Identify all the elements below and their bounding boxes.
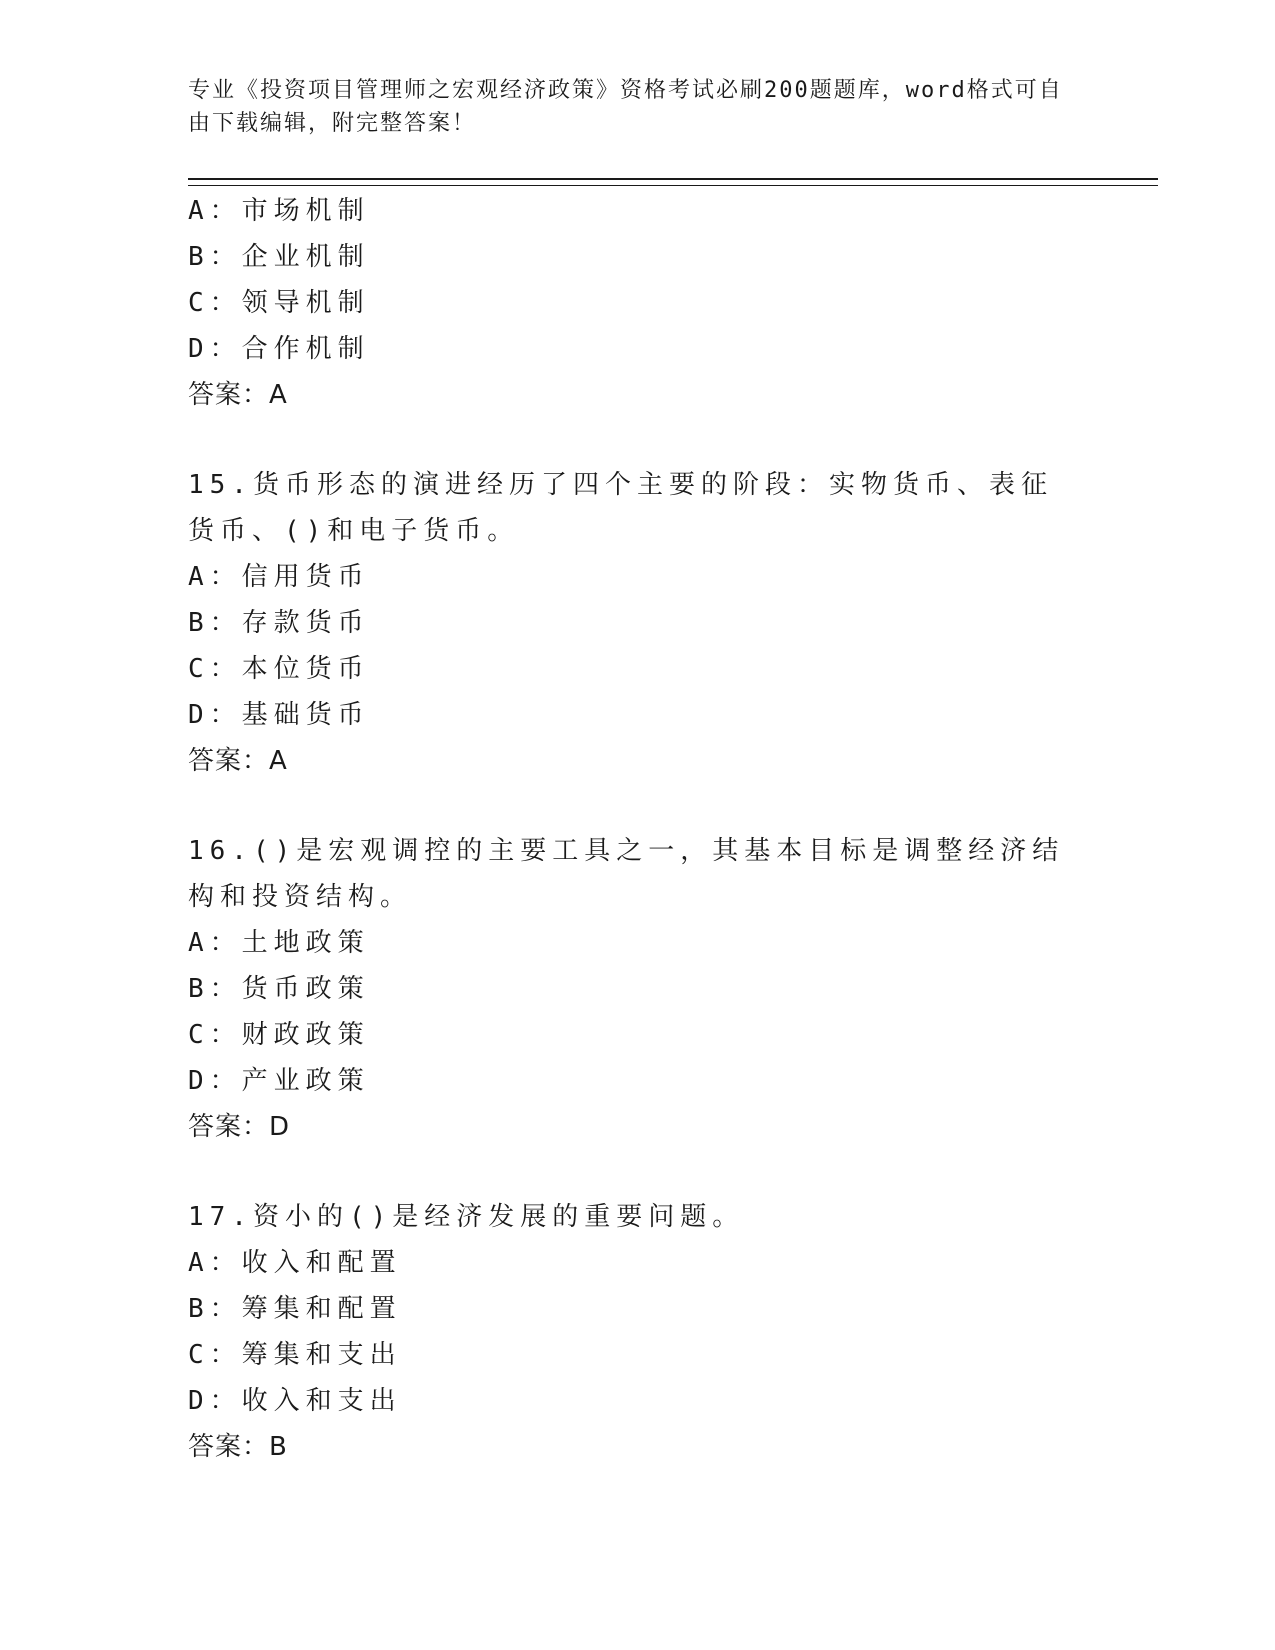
question-stem: 16.()是宏观调控的主要工具之一，其基本目标是调整经济结构和投资结构。 (188, 836, 1065, 912)
option-c (188, 646, 1088, 692)
option-label: B： (188, 242, 242, 272)
option-label: D： (188, 1066, 242, 1096)
answer-line: 答案：A (188, 746, 288, 776)
option-d (188, 1378, 1088, 1424)
option-text: 基础货币 (241, 700, 370, 730)
option-c (188, 280, 1088, 326)
option-label: A： (188, 196, 242, 226)
option-c (188, 1332, 1088, 1378)
option-label: D： (188, 1386, 242, 1416)
option-label: C： (188, 288, 242, 318)
answer-line: 答案：D (188, 1112, 291, 1142)
option-label: D： (188, 334, 242, 364)
option-label: C： (188, 654, 242, 684)
option-a (188, 188, 1088, 234)
option-b (188, 600, 1088, 646)
option-label: A： (188, 1248, 242, 1278)
question-16 (188, 828, 1088, 1150)
option-a (188, 920, 1088, 966)
option-d (188, 692, 1088, 738)
option-label: D： (188, 700, 242, 730)
document-header: 专业《投资项目管理师之宏观经济政策》资格考试必刷200题题库，word格式可自由下载编辑，附完整答案！ (188, 78, 1063, 136)
partial-question (188, 188, 1088, 418)
question-list (188, 188, 1088, 1470)
option-text: 领导机制 (241, 288, 370, 318)
option-d (188, 1058, 1088, 1104)
option-text: 货币政策 (241, 974, 370, 1004)
option-label: B： (188, 1294, 242, 1324)
option-c (188, 1012, 1088, 1058)
question-stem: 17.资小的()是经济发展的重要问题。 (188, 1202, 745, 1232)
option-text: 产业政策 (241, 1066, 370, 1096)
option-text: 收入和配置 (241, 1248, 402, 1278)
option-text: 信用货币 (241, 562, 370, 592)
option-label: A： (188, 562, 242, 592)
option-text: 土地政策 (241, 928, 370, 958)
option-b (188, 234, 1088, 280)
answer-line: 答案：B (188, 1432, 288, 1462)
option-text: 市场机制 (241, 196, 370, 226)
option-a (188, 554, 1088, 600)
option-text: 筹集和支出 (241, 1340, 402, 1370)
header-divider (188, 178, 1158, 186)
option-label: C： (188, 1340, 242, 1370)
option-label: B： (188, 974, 242, 1004)
option-b (188, 1286, 1088, 1332)
option-text: 筹集和配置 (241, 1294, 402, 1324)
option-label: A： (188, 928, 242, 958)
option-text: 存款货币 (241, 608, 370, 638)
option-d (188, 326, 1088, 372)
question-stem: 15.货币形态的演进经历了四个主要的阶段：实物货币、表征货币、()和电子货币。 (188, 470, 1053, 546)
question-15 (188, 462, 1088, 784)
answer-line: 答案：A (188, 380, 288, 410)
option-text: 企业机制 (241, 242, 370, 272)
option-label: B： (188, 608, 242, 638)
option-text: 合作机制 (241, 334, 370, 364)
option-text: 财政政策 (241, 1020, 370, 1050)
option-text: 本位货币 (241, 654, 370, 684)
option-b (188, 966, 1088, 1012)
question-17 (188, 1194, 1088, 1470)
option-text: 收入和支出 (241, 1386, 402, 1416)
option-label: C： (188, 1020, 242, 1050)
option-a (188, 1240, 1088, 1286)
